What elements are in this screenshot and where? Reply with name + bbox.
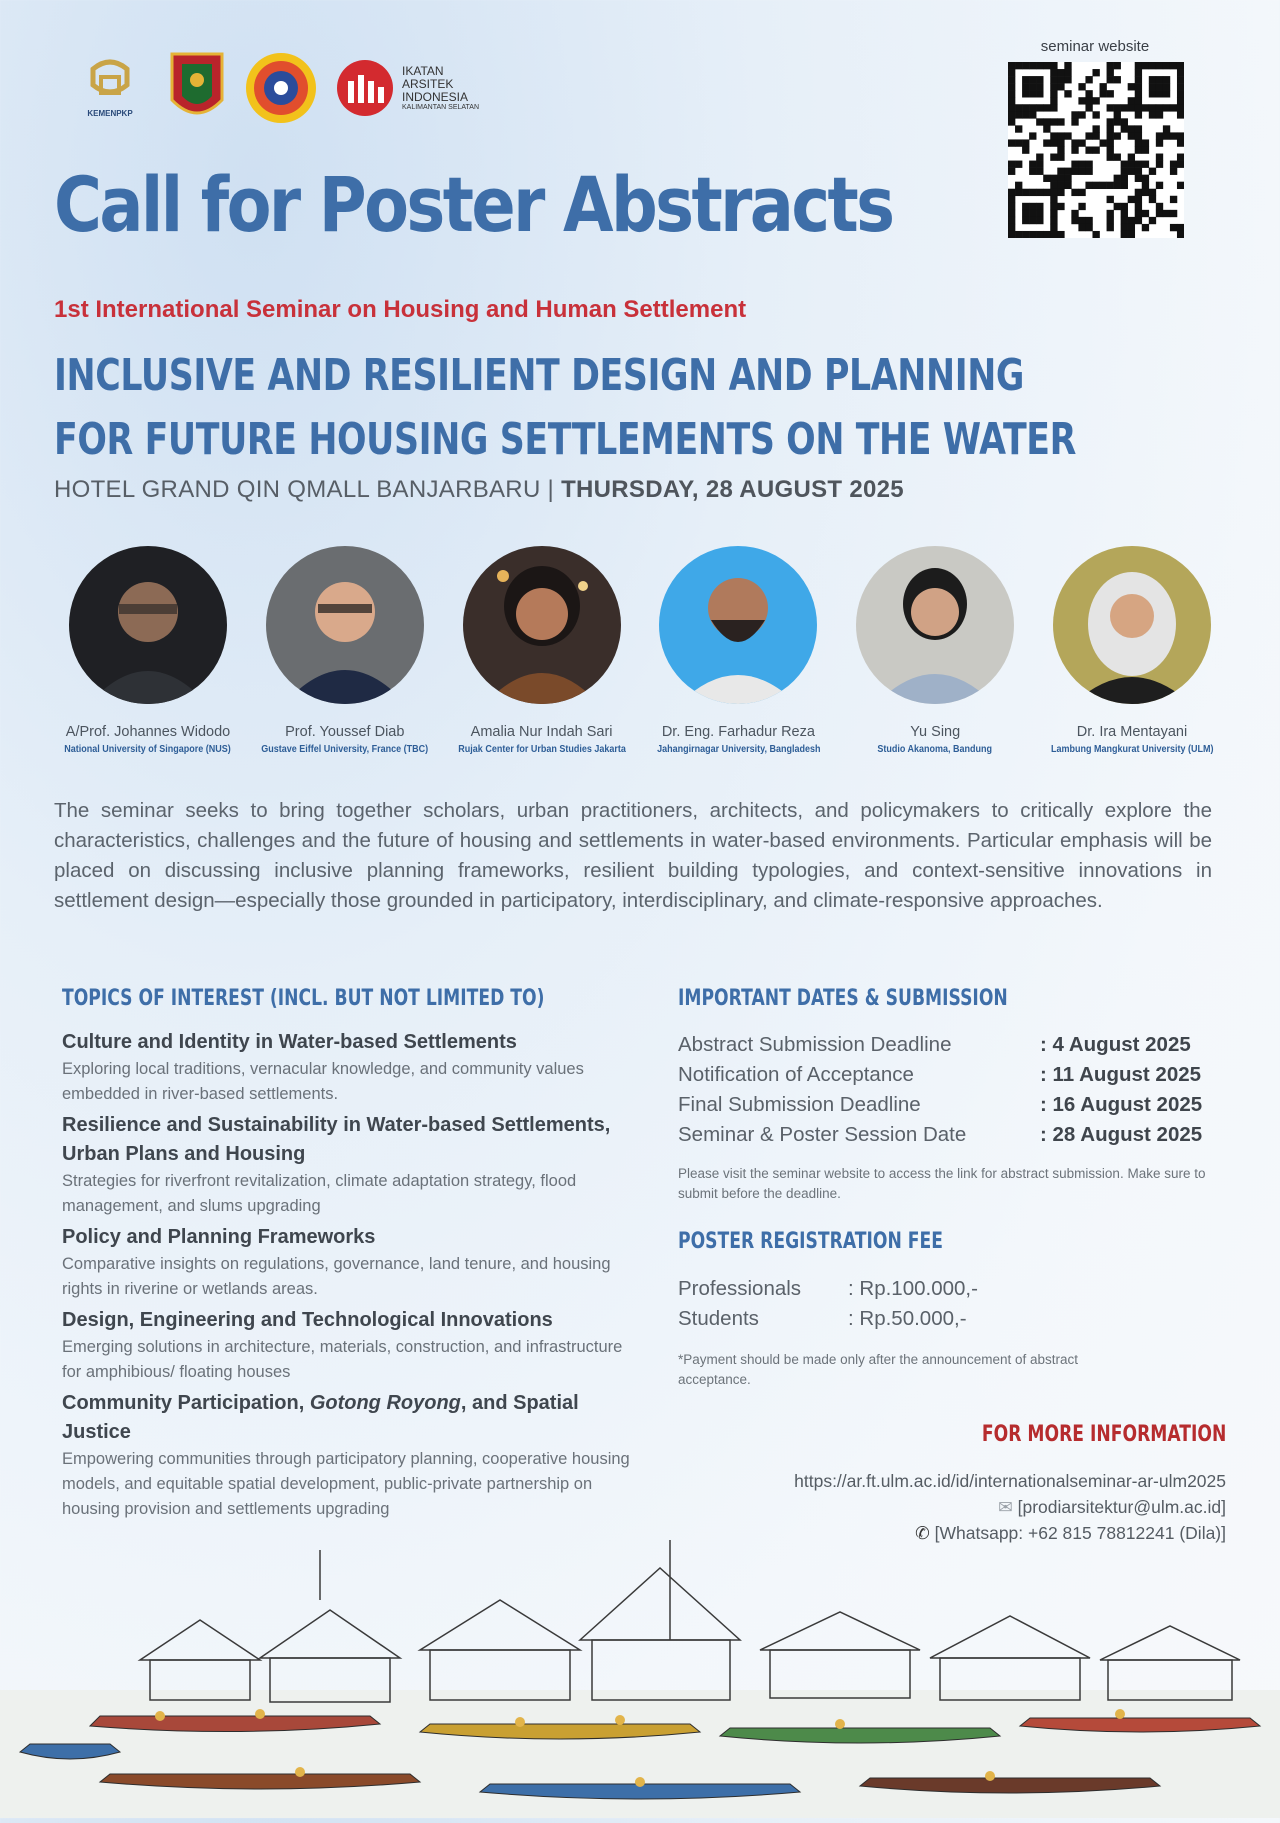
speaker-name: Amalia Nur Indah Sari — [470, 724, 613, 740]
theme-line-1: INCLUSIVE AND RESILIENT DESIGN AND PLANNING — [54, 350, 1025, 401]
speaker-affiliation: National University of Singapore (NUS) — [64, 744, 232, 755]
topic-title: Resilience and Sustainability in Water-based Settlements, Urban Plans and Housing — [62, 1114, 611, 1165]
registration-fees — [678, 1274, 1118, 1390]
date-row: Seminar & Poster Session Date : 28 August 2025 — [678, 1123, 1203, 1146]
topic-title: Design, Engineering and Technological Innovations — [62, 1309, 553, 1331]
seminar-description: The seminar seeks to bring together scholars, urban practitioners, architects, and policymakers to critically explore the characteristics, challenges and the future of housing and settlements in water-based environments. Particular emphasis will be placed on discussing inclusive planning frameworks, resilient building typologies, and context-sensitive innovations in settlement design—especially those grounded in participatory, interdisciplinary, and climate-responsive approaches. — [54, 799, 1212, 912]
speaker-photo — [659, 546, 817, 704]
speaker-photo — [463, 546, 621, 704]
topic-description: Emerging solutions in architecture, materials, construction, and infrastructure for amphibious/ floating houses — [62, 1338, 623, 1381]
speaker-card — [444, 546, 640, 755]
topic-item — [62, 1028, 642, 1107]
contact-info — [794, 1468, 1226, 1546]
phone-icon: ✆ — [915, 1523, 935, 1543]
riverside-settlement-illustration — [0, 1540, 1280, 1818]
qr-code[interactable] — [1008, 62, 1184, 238]
submission-note: Please visit the seminar website to access the link for abstract submission. Make sure to submit before the deadline. — [678, 1166, 1206, 1201]
event-date: THURSDAY, 28 AUGUST 2025 — [561, 476, 904, 503]
qr-label: seminar website — [1040, 38, 1150, 55]
info-heading: FOR MORE INFORMATION — [981, 1422, 1226, 1447]
date-row: Final Submission Deadline : 16 August 2025 — [678, 1093, 1203, 1116]
mail-icon: ✉ — [998, 1497, 1018, 1517]
speaker-name: Dr. Eng. Farhadur Reza — [661, 724, 815, 740]
whatsapp-line[interactable]: ✆ [Whatsapp: +62 815 78812241 (Dila)] — [915, 1523, 1226, 1543]
speaker-card — [1034, 546, 1230, 755]
speaker-affiliation: Jahangirnagar University, Bangladesh — [656, 744, 821, 755]
speaker-card — [837, 546, 1033, 755]
ulm-university-logo — [244, 51, 318, 125]
email-line[interactable]: ✉ [prodiarsitektur@ulm.ac.id] — [998, 1497, 1226, 1517]
seminar-subtitle: 1st International Seminar on Housing and Human Settlement — [54, 296, 747, 323]
speaker-name: Dr. Ira Mentayani — [1076, 724, 1188, 740]
speaker-name: A/Prof. Johannes Widodo — [65, 724, 231, 740]
topic-item — [62, 1306, 642, 1385]
topic-item — [62, 1223, 642, 1302]
topic-description: Exploring local traditions, vernacular knowledge, and community values embedded in river-based settlements. — [62, 1060, 584, 1103]
theme-line-2: FOR FUTURE HOUSING SETTLEMENTS ON THE WATER — [54, 414, 1077, 465]
speaker-affiliation: Rujak Center for Urban Studies Jakarta — [457, 744, 626, 755]
speaker-name: Prof. Youssef Diab — [285, 724, 405, 740]
speaker-affiliation: Gustave Eiffel University, France (TBC) — [261, 744, 429, 755]
speaker-affiliation: Lambung Mangkurat University (ULM) — [1050, 744, 1214, 755]
website-link[interactable]: https://ar.ft.ulm.ac.id/id/internationalseminar-ar-ulm2025 — [794, 1471, 1226, 1491]
speaker-name: Yu Sing — [910, 724, 961, 740]
page-title: Call for Poster Abstracts — [54, 160, 893, 249]
speaker-photo — [69, 546, 227, 704]
speakers-row — [50, 546, 1230, 755]
topic-item — [62, 1389, 642, 1522]
kemenpkp-logo: KEMENPKP — [70, 59, 150, 118]
topic-description: Empowering communities through participatory planning, cooperative housing models, and equitable spatial development, public-private partnership on housing provision and settlements upgrading — [62, 1450, 630, 1518]
dates-heading: IMPORTANT DATES & SUBMISSION — [678, 986, 1008, 1011]
topic-title: Community Participation, Gotong Royong, and Spatial Justice — [62, 1392, 579, 1443]
date-row: Notification of Acceptance : 11 August 2025 — [678, 1063, 1202, 1086]
speaker-card — [640, 546, 836, 755]
fee-row: Professionals : Rp.100.000,- — [678, 1277, 978, 1300]
important-dates — [678, 1030, 1238, 1204]
iai-logo: IKATAN ARSITEK INDONESIA KALIMANTAN SELATAN — [336, 59, 479, 117]
speaker-card — [247, 546, 443, 755]
speaker-photo — [856, 546, 1014, 704]
payment-note: *Payment should be made only after the announcement of abstract acceptance. — [678, 1352, 1078, 1387]
speaker-affiliation: Studio Akanoma, Bandung — [877, 744, 993, 755]
fee-heading: POSTER REGISTRATION FEE — [678, 1229, 943, 1254]
date-row: Abstract Submission Deadline : 4 August 2025 — [678, 1033, 1191, 1056]
topic-description: Comparative insights on regulations, governance, land tenure, and housing rights in riverine or wetlands areas. — [62, 1255, 611, 1298]
topic-title: Policy and Planning Frameworks — [62, 1226, 376, 1248]
partner-logos — [70, 48, 530, 128]
venue-name: HOTEL GRAND QIN QMALL BANJARBARU — [54, 476, 541, 503]
topic-description: Strategies for riverfront revitalization, climate adaptation strategy, flood management, and slums upgrading — [62, 1172, 577, 1215]
seminar-theme — [54, 344, 1076, 472]
venue-line: HOTEL GRAND QIN QMALL BANJARBARU | THURSDAY, 28 AUGUST 2025 — [54, 476, 904, 503]
topic-title: Culture and Identity in Water-based Settlements — [62, 1031, 517, 1053]
kalsel-province-logo — [168, 50, 226, 126]
speaker-photo — [266, 546, 424, 704]
topics-list — [62, 1028, 642, 1526]
speaker-card — [50, 546, 246, 755]
topics-heading: TOPICS OF INTEREST (INCL. BUT NOT LIMITED TO) — [62, 986, 545, 1011]
topic-item — [62, 1111, 642, 1219]
speaker-photo — [1053, 546, 1211, 704]
fee-row: Students : Rp.50.000,- — [678, 1307, 967, 1330]
